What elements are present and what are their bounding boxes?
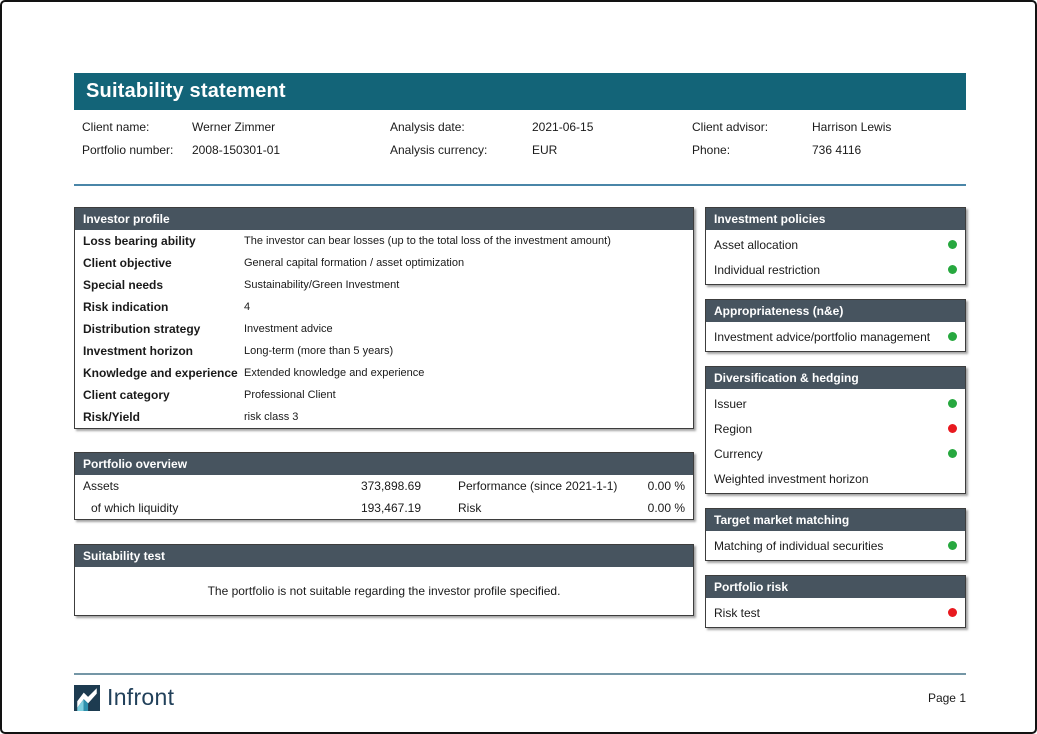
status-dot	[948, 424, 957, 433]
target-market-panel	[705, 508, 966, 561]
row-value: Professional Client	[244, 389, 336, 401]
performance-label: Performance (since 2021-1-1)	[458, 479, 618, 493]
portfolio-overview-row	[75, 475, 693, 497]
portfolio-risk-panel	[705, 575, 966, 628]
risk-label: Risk	[458, 501, 482, 515]
status-row	[706, 533, 965, 558]
row-label: Investment horizon	[83, 344, 194, 358]
investor-profile-row	[75, 384, 693, 406]
investor-profile-row	[75, 230, 693, 252]
row-value: 4	[244, 301, 251, 313]
status-dot	[948, 240, 957, 249]
brand-name: Infront	[107, 684, 175, 710]
footer-divider	[74, 673, 966, 675]
status-dot	[948, 399, 957, 408]
row-label: Knowledge and experience	[83, 366, 238, 380]
status-label: Weighted investment horizon	[714, 471, 869, 486]
row-label: Client category	[83, 388, 170, 402]
page-title	[74, 73, 966, 110]
suitability-test-box	[74, 544, 694, 616]
row-value: General capital formation / asset optimization	[244, 257, 465, 269]
client-name-value: Werner Zimmer	[192, 120, 276, 134]
status-label: Matching of individual securities	[714, 538, 884, 553]
status-label: Region	[714, 421, 753, 436]
status-row	[706, 391, 965, 416]
client-advisor-label: Client advisor:	[692, 120, 769, 134]
row-value: Long-term (more than 5 years)	[244, 345, 394, 357]
status-dot	[948, 449, 957, 458]
row-label: Loss bearing ability	[83, 234, 196, 248]
liquidity-value: 193,467.19	[360, 501, 421, 515]
brand-logo	[74, 684, 174, 711]
panel-header: Portfolio risk	[706, 576, 965, 598]
phone-label: Phone:	[692, 143, 731, 157]
status-label: Asset allocation	[714, 237, 799, 252]
status-label: Issuer	[714, 396, 747, 411]
portfolio-number-value: 2008-150301-01	[192, 143, 281, 157]
page-title-text: Suitability statement	[86, 80, 286, 102]
client-name-label: Client name:	[82, 120, 150, 134]
client-info	[82, 120, 966, 158]
investor-profile-row	[75, 274, 693, 296]
row-label: Special needs	[83, 278, 164, 292]
status-label: Risk test	[714, 605, 761, 620]
status-dot	[948, 541, 957, 550]
panel-header: Target market matching	[706, 509, 965, 531]
investor-profile-row	[75, 362, 693, 384]
page-number: Page 1	[927, 690, 966, 705]
analysis-currency-value: EUR	[532, 143, 558, 157]
investor-profile-row	[75, 318, 693, 340]
row-label: Risk/Yield	[83, 410, 140, 424]
status-dot	[948, 265, 957, 274]
status-row	[706, 324, 965, 349]
row-value: Extended knowledge and experience	[244, 367, 425, 379]
status-row	[706, 600, 965, 625]
panel-header: Diversification & hedging	[706, 367, 965, 389]
status-row	[706, 416, 965, 441]
header-divider	[74, 184, 966, 186]
status-label: Individual restriction	[714, 262, 821, 277]
investor-profile-row	[75, 406, 693, 428]
client-advisor-value: Harrison Lewis	[812, 120, 892, 134]
investment-policies-panel	[705, 207, 966, 285]
analysis-currency-label: Analysis currency:	[390, 143, 488, 157]
status-label: Investment advice/portfolio management	[714, 329, 931, 344]
analysis-date-label: Analysis date:	[390, 120, 465, 134]
analysis-date-value: 2021-06-15	[532, 120, 594, 134]
status-row	[706, 466, 965, 491]
investor-profile-row	[75, 340, 693, 362]
panel-header: Investment policies	[706, 208, 965, 230]
assets-label: Assets	[83, 479, 120, 493]
suitability-test-message: The portfolio is not suitable regarding the investor profile specified.	[207, 584, 561, 598]
status-dot	[948, 332, 957, 341]
portfolio-overview-header: Portfolio overview	[75, 453, 693, 475]
investor-profile-row	[75, 296, 693, 318]
status-dot	[948, 608, 957, 617]
portfolio-overview-row	[75, 497, 693, 519]
status-label: Currency	[714, 446, 763, 461]
suitability-test-header: Suitability test	[75, 545, 693, 567]
portfolio-number-label: Portfolio number:	[82, 143, 174, 157]
row-value: The investor can bear losses (up to the total loss of the investment amount)	[244, 235, 611, 247]
row-value: risk class 3	[244, 411, 299, 423]
status-row	[706, 441, 965, 466]
panel-header: Appropriateness (n&e)	[706, 300, 965, 322]
row-label: Risk indication	[83, 300, 169, 314]
page-footer	[74, 673, 966, 711]
row-value: Sustainability/Green Investment	[244, 279, 400, 291]
portfolio-overview-box	[74, 452, 694, 520]
risk-value: 0.00 %	[647, 501, 685, 515]
phone-value: 736 4116	[812, 143, 862, 157]
row-label: Client objective	[83, 256, 172, 270]
assets-value: 373,898.69	[360, 479, 421, 493]
investor-profile-header: Investor profile	[75, 208, 693, 230]
performance-value: 0.00 %	[647, 479, 685, 493]
row-label: Distribution strategy	[83, 322, 201, 336]
status-row	[706, 257, 965, 282]
investor-profile-row	[75, 252, 693, 274]
liquidity-label: of which liquidity	[91, 501, 179, 515]
diversification-hedging-panel	[705, 366, 966, 494]
row-value: Investment advice	[244, 323, 333, 335]
appropriateness-panel	[705, 299, 966, 352]
status-row	[706, 232, 965, 257]
infront-logo-icon	[74, 685, 100, 711]
investor-profile-box	[74, 207, 694, 429]
